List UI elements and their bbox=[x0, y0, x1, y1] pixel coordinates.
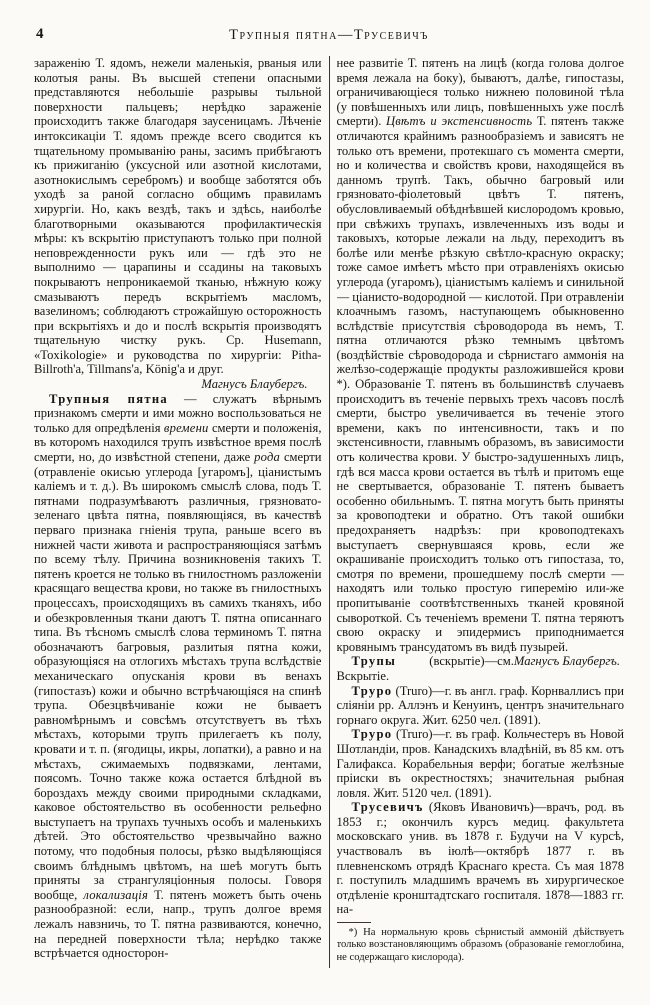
footnote-separator-rule bbox=[337, 922, 371, 923]
text-segment: (Truro)—г. въ граф. Кольчестеръ въ Новой Шотландіи, пров. Канадскихъ владѣній, въ 85 км. отъ Галифакса. Корабельныя верфи; богатые желѣзные пріиски въ окрестностяхъ; значительная рыбная ловля. Жит. 5120 чел. (1891). bbox=[336, 727, 624, 800]
entry-paragraph-trusevich bbox=[337, 800, 625, 917]
italic-term: рода bbox=[254, 450, 281, 465]
entry-headword: Трупы bbox=[351, 654, 397, 669]
entry-paragraph-truro-nova-scotia bbox=[337, 727, 625, 800]
italic-term: времени bbox=[163, 420, 209, 435]
italic-term: локализація bbox=[83, 887, 149, 902]
signature-line: Магнусъ Блаубергъ. bbox=[201, 377, 308, 392]
footnote-text bbox=[337, 927, 625, 964]
text-segment: нее развитіе Т. пятенъ на лицѣ (когда голова долгое время лежала на боку), бываютъ, далѣе, гипостазы, ограничивающіеся только нижнею половиной тѣла (у повѣшенныхъ или лицъ, повѣшенныхъ уже послѣ смерти). bbox=[336, 56, 624, 129]
text-segment: смерти (отравленіе окисью углерода [угаромъ], ціанистымъ каліемъ и т. д.). Въ широкомъ смыслѣ слова, подъ Т. пятнами подразумѣваютъ различныя, грязновато-зеленаго цвѣта пятна, появляющіяся, въ качествѣ перваго признака гніенія трупа, раньше всего въ нижней части живота и распространяющіяся затѣмъ по всему тѣлу. Причина возникновенія такихъ Т. пятенъ кроется не только въ гнилостномъ разложеніи красящаго вещества крови, но также въ гнилостныхъ процессахъ, происходящихъ въ самихъ тканяхъ, ибо и обезкровленныя ткани даютъ Т. пятна описаннаго типа. Въ тѣсномъ смыслѣ слова терминомъ Т. пятна обозначаютъ багровыя, разлитыя пятна кожи, образующіяся на отлогихъ мѣстахъ трупа вслѣдствіе механическаго опусканія крови въ венахъ (гипостазъ) кожи и обычно встрѣчающіяся на спинѣ трупа. Обезцвѣчиваніе кожи не бываетъ равномѣрнымъ и совсѣмъ отсутствуетъ въ тѣхъ мѣстахъ, которыми трупъ прилегаетъ къ полу, кровати и т. п. (ягодицы, икры, лопатки), а равно и на мѣстахъ, сжимаемыхъ подвязками, лентами, поясомъ. Точно также кожа остается блѣдной въ бороздахъ между своими природными складками, каковое обстоятельство въ особенности рельефно выступаетъ на трупахъ тучныхъ особъ и маленькихъ дѣтей. Это обстоятельство чрезвычайно важно потому, что подобныя полосы, рѣзко выдѣляющіяся своимъ блѣднымъ цвѣтомъ, на шеѣ могутъ быть приняты за странгуляціонныя полосы. Говоря вообще, bbox=[34, 450, 322, 902]
entry-paragraph-trupnyja-pjatna bbox=[34, 392, 322, 961]
text-segment: (Truro)—г. въ англ. граф. Корнваллисъ при сліяніи рр. Аллэнъ и Кенуинъ, центръ значительнаго горнаго округа. Жит. 6250 чел. (1891). bbox=[336, 683, 624, 727]
text-segment: зараженію Т. ядомъ, нежели маленькія, рваныя или колотыя раны. Въ высшей степени опасными представляются небольшіе разрывы тыльной поверхности пальцевъ; нерѣдко зараженіе происходитъ также благодаря заусеницамъ. Лѣченіе интоксикаціи Т. ядомъ прежде всего сводится къ тщательному промыванію раны, засимъ прибѣгаютъ къ прижиганію (уксусной или азотной кислотами, азотнокислымъ серебромъ) и вообще заботятся объ уходѣ за раной согласно общимъ правиламъ хирургіи. Но, какъ вездѣ, такъ и здѣсь, наиболѣе благотворными оказываются профилактическія мѣры: къ вскрытію приступаютъ только при полной неповрежденности рукъ или — гдѣ это не выполнимо — царапины и ссадины на таковыхъ покрываютъ непроникаемой тканью, нѣжную кожу смазываютъ передъ вскрытіемъ масломъ, вазелиномъ; соблюдаютъ строжайшую осторожность при вскрытіяхъ и до и послѣ вскрытія производятъ тщательную чистку рукъ. Ср. Husemann, «Toxikologie» и руководства по хирургіи: Pitha-Billroth'a, Tillmans'a, König'a и друг. bbox=[34, 56, 322, 377]
footnote bbox=[337, 927, 625, 964]
text-segment: Т. пятенъ также отличаются крайнимъ разнообразіемъ и зависятъ не только отъ времени, протекшаго съ момента смерти, но и количества и свойствъ крови, находящейся въ данномъ трупѣ. Такъ, обычно багровый или грязновато-фіолетовый цвѣтъ Т. пятенъ, обусловливаемый обѣднѣвшей кислородомъ кровью, при свѣжихъ трупахъ, извлеченныхъ изъ воды и таковыхъ, которые лежали на льду, переходитъ въ болѣе или менѣе рѣзкую свѣтло-красную окраску; тоже самое имѣетъ мѣсто при отравленіяхъ окисью углерода (угаромъ), ціанистымъ каліемъ и синильной — ціанисто-водородной — кислотой. При отравленіи клоачнымъ газомъ, наступающемъ обыкновенно вслѣдствіе присутствія сѣроводорода въ немъ, Т. пятна отличаются рѣзко темнымъ цвѣтомъ (воздѣйствіе сѣроводорода и сѣрнистаго аммонія на желѣзо-содержащіе продукты разложившейся крови *). Образованіе Т. пятенъ въ большинствѣ случаевъ происходитъ въ теченіе первыхъ трехъ часовъ послѣ смерти, быстро увеличивается въ теченіе этого времени, какъ по интенсивности, такъ и по экстенсивности, главнымъ образомъ, въ зависимости отъ количества крови. У быстро-задушенныхъ лицъ, гдѣ вся масса крови остается въ тѣлѣ и притомъ еще не свертывается, образованіе Т. пятенъ бываетъ особенно обильнымъ. Т. пятна могутъ быть приняты за кровоподтеки и обратно. Отъ такой ошибки предохраняетъ надрѣзъ: при кровоподтекахъ выступаетъ свернувшаяся кровь, если же окрашиваніе происходитъ только отъ гипостаза, то, смотря по времени, прошедшему послѣ смерти — находятъ или только простую гиперемію или-же пропитываніе соотвѣтственныхъ тканей кровяной сывороткой. Съ теченіемъ времени Т. пятна теряютъ свою окраску и эпидермисъ приподнимается кровянымъ трансудатомъ въ видѣ пузырей. bbox=[336, 114, 624, 654]
text-segment: смерти и положенія, въ которомъ находился трупъ извѣстное время послѣ смерти, но, до извѣстной степени, даже bbox=[34, 420, 322, 465]
left-column bbox=[34, 56, 322, 996]
text-columns bbox=[34, 56, 624, 996]
entry-headword: Трусевичъ bbox=[351, 800, 424, 815]
entry-headword: Трупныя пятна bbox=[49, 391, 168, 406]
page-header bbox=[34, 24, 624, 48]
entry-headword: Труро bbox=[351, 683, 393, 698]
text-segment: (Яковъ Ивановичъ)—врачъ, род. въ 1853 г.; окончилъ курсъ медиц. факультета московскаго унив. въ 1878 г. Будучи на V курсѣ, участвовалъ въ іюлѣ—октябрѣ 1877 г. въ плевненскомъ отрядѣ Краснаго креста. Съ мая 1878 г. поступилъ младшимъ врачемъ въ хирургическое отдѣленіе кронштадтскаго госпиталя. 1878—1883 гг. на- bbox=[336, 800, 624, 917]
right-column bbox=[337, 56, 625, 996]
entry-paragraph-truro-england bbox=[337, 684, 625, 728]
page-number: 4 bbox=[36, 26, 44, 42]
running-title: Трупныя пятна—Трусевичъ bbox=[229, 27, 429, 43]
text-segment: — служатъ вѣрнымъ признакомъ смерти и ими можно воспользоваться не только для опредѣленія bbox=[34, 391, 322, 435]
text-segment: (вскрытіе)—см. Вскрытіе. bbox=[336, 654, 514, 683]
text-segment: *) На нормальную кровь сѣрнистый аммоній дѣйствуетъ только возстановляющимъ образомъ (образованіе гемоглобина, не содержащаго кислорода). bbox=[336, 927, 624, 963]
text-segment: Т. пятенъ можетъ быть очень разнообразной: если, напр., трупъ долгое время лежалъ навзничь, то Т. пятна развиваются, конечно, на передней поверхности тѣла; нерѣдко также встрѣчается односторон- bbox=[34, 887, 322, 961]
italic-term: Цвѣтъ и экстенсивность bbox=[385, 114, 533, 129]
author-signature: Магнусъ Блаубергъ. bbox=[513, 654, 620, 669]
continuation-paragraph bbox=[34, 56, 322, 377]
entry-headword: Труро bbox=[351, 727, 393, 742]
column-divider bbox=[329, 56, 330, 968]
